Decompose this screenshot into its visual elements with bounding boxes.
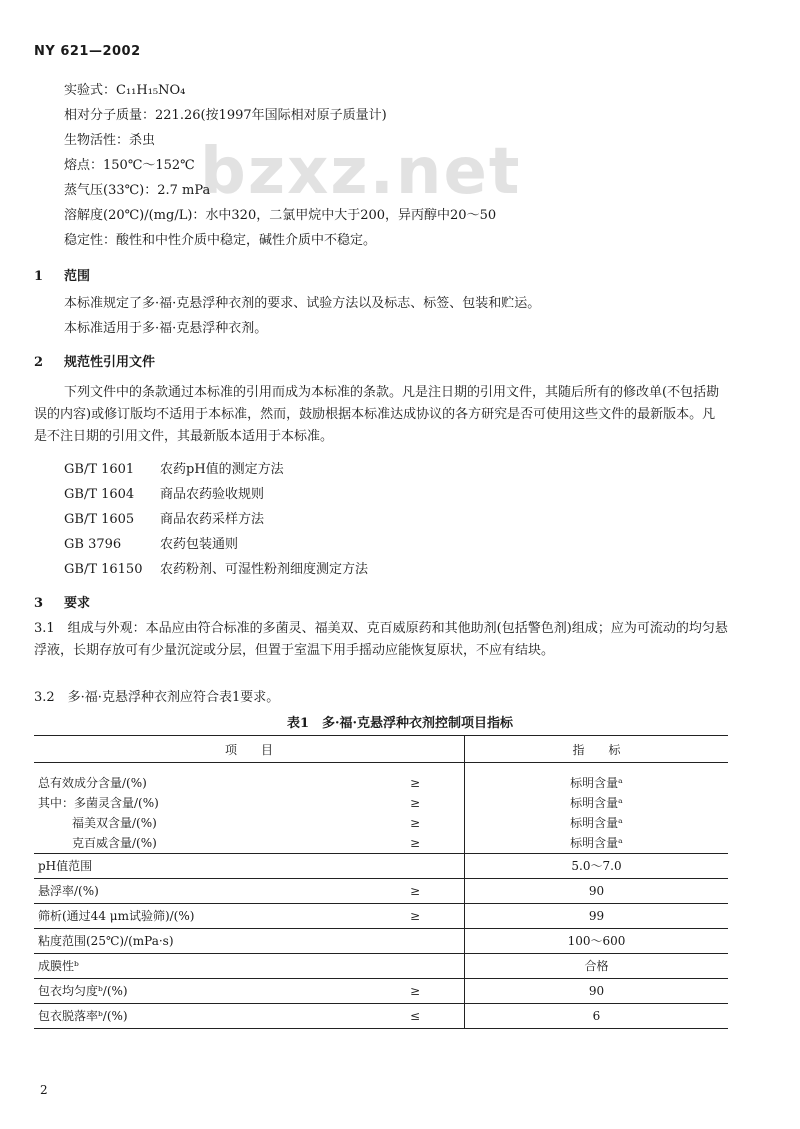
reference-code: GB/T 16150 — [64, 562, 143, 577]
watermark: bzxz.net — [200, 135, 522, 209]
reference-item — [64, 458, 284, 477]
table-header-row — [34, 736, 728, 763]
section-3-heading — [34, 592, 90, 611]
table-cell-item: 其中：多菌灵含量/(%) — [38, 796, 159, 810]
clause-3-1: 3.1 组成与外观：本品应由符合标准的多菌灵、福美双、克百威原药和其他助剂(包括警色剂)组成；应为可流动的均匀悬浮液，长期存放可有少量沉淀或分层，但置于室温下用手摇动应能恢复原状，不应有结块。 — [34, 621, 728, 658]
scope-paragraph-2: 本标准适用于多·福·克悬浮种衣剂。 — [64, 321, 268, 336]
table-cell-item: 福美双含量/(%) — [72, 816, 157, 830]
table-row — [34, 763, 728, 773]
table-cell-item: 总有效成分含量/(%) — [38, 776, 147, 790]
scope-paragraph-1: 本标准规定了多·福·克悬浮种衣剂的要求、试验方法以及标志、标签、包装和贮运。 — [64, 296, 541, 311]
table-cell-value: 标明含量ᵃ — [465, 793, 729, 813]
table-cell-item: 包衣均匀度ᵇ/(%) — [34, 978, 366, 1003]
table-header-item: 项 目 — [34, 736, 465, 763]
property-vapor-pressure: 蒸气压(33℃)：2.7 mPa — [64, 183, 211, 198]
table-cell-operator: ≥ — [366, 878, 465, 903]
reference-item — [64, 508, 264, 527]
table-cell-operator — [366, 928, 465, 953]
section-2-title: 规范性引用文件 — [64, 355, 156, 370]
reference-code: GB/T 1601 — [64, 462, 135, 477]
table-row — [34, 853, 728, 878]
table-row — [34, 813, 728, 833]
table-cell-operator — [366, 953, 465, 978]
table-cell-operator: ≥ — [409, 835, 421, 850]
table-cell-operator: ≤ — [366, 1003, 465, 1028]
table-cell-operator: ≥ — [409, 815, 421, 830]
table-cell-value: 100～600 — [465, 928, 729, 953]
standard-header: NY 621—2002 — [34, 44, 141, 59]
table-header-value: 指 标 — [465, 736, 729, 763]
section-2-heading — [34, 351, 155, 370]
clause-3-2: 3.2 多·福·克悬浮种衣剂应符合表1要求。 — [34, 690, 280, 705]
table-row — [34, 773, 728, 793]
page-number: 2 — [40, 1083, 48, 1097]
section-1-heading — [34, 265, 90, 284]
section-1-number: 1 — [34, 269, 44, 284]
table-cell-value: 标明含量ᵃ — [465, 813, 729, 833]
property-bioactivity: 生物活性：杀虫 — [64, 133, 156, 148]
table-cell-item: 克百威含量/(%) — [72, 836, 157, 850]
references-paragraph: 下列文件中的条款通过本标准的引用而成为本标准的条款。凡是注日期的引用文件，其随后所有的修改单(不包括勘误的内容)或修订版均不适用于本标准，然而，鼓励根据本标准达成协议的各方研究是否可使用这些文件的最新版本。凡是不注日期的引用文件，其最新版本适用于本标准。 — [34, 385, 720, 444]
section-3-title: 要求 — [64, 596, 91, 611]
table-cell-item: 筛析(通过44 μm试验筛)/(%) — [34, 903, 366, 928]
table-row — [34, 928, 728, 953]
table-cell-item: 成膜性ᵇ — [34, 953, 366, 978]
table-cell-value: 99 — [465, 903, 729, 928]
reference-item — [64, 533, 238, 552]
section-2-number: 2 — [34, 355, 44, 370]
table-cell-operator — [366, 853, 465, 878]
table-caption: 表1 多·福·克悬浮种衣剂控制项目指标 — [286, 716, 514, 731]
table-cell-value: 标明含量ᵃ — [465, 773, 729, 793]
reference-title: 农药包装通则 — [160, 537, 239, 552]
reference-title: 商品农药验收规则 — [160, 487, 265, 502]
table-cell-value: 合格 — [465, 953, 729, 978]
spec-table — [34, 735, 728, 1029]
table-row — [34, 903, 728, 928]
table-cell-item: 包衣脱落率ᵇ/(%) — [34, 1003, 366, 1028]
table-row — [34, 793, 728, 813]
table-cell-operator: ≥ — [409, 795, 421, 810]
table-cell-value: 标明含量ᵃ — [465, 833, 729, 854]
table-row — [34, 878, 728, 903]
reference-title: 商品农药采样方法 — [160, 512, 265, 527]
table-row — [34, 833, 728, 854]
table-cell-value: 90 — [465, 978, 729, 1003]
table-row — [34, 978, 728, 1003]
table-cell-operator: ≥ — [366, 903, 465, 928]
property-formula: 实验式：C₁₁H₁₅NO₄ — [64, 83, 186, 98]
reference-code: GB 3796 — [64, 537, 122, 552]
table-cell-item: 悬浮率/(%) — [34, 878, 366, 903]
table-row — [34, 953, 728, 978]
table-row — [34, 1003, 728, 1028]
section-3-number: 3 — [34, 596, 44, 611]
table-cell-item: pH值范围 — [34, 853, 366, 878]
reference-item — [64, 558, 368, 577]
table-cell-value: 90 — [465, 878, 729, 903]
property-melting-point: 熔点：150℃～152℃ — [64, 158, 195, 173]
table-cell-operator: ≥ — [366, 978, 465, 1003]
property-stability: 稳定性：酸性和中性介质中稳定，碱性介质中不稳定。 — [64, 233, 377, 248]
table-cell-item: 粘度范围(25℃)/(mPa·s) — [34, 928, 366, 953]
table-cell-value: 6 — [465, 1003, 729, 1028]
reference-title: 农药粉剂、可湿性粉剂细度测定方法 — [160, 562, 369, 577]
property-solubility: 溶解度(20℃)/(mg/L)：水中320，二氯甲烷中大于200，异丙醇中20～50 — [64, 208, 497, 223]
reference-code: GB/T 1605 — [64, 512, 135, 527]
reference-title: 农药pH值的测定方法 — [160, 462, 284, 477]
property-molecular-mass: 相对分子质量：221.26(按1997年国际相对原子质量计) — [64, 108, 387, 123]
reference-item — [64, 483, 264, 502]
reference-code: GB/T 1604 — [64, 487, 135, 502]
section-1-title: 范围 — [64, 269, 91, 284]
table-cell-operator: ≥ — [409, 775, 421, 790]
table-cell-value: 5.0～7.0 — [465, 853, 729, 878]
